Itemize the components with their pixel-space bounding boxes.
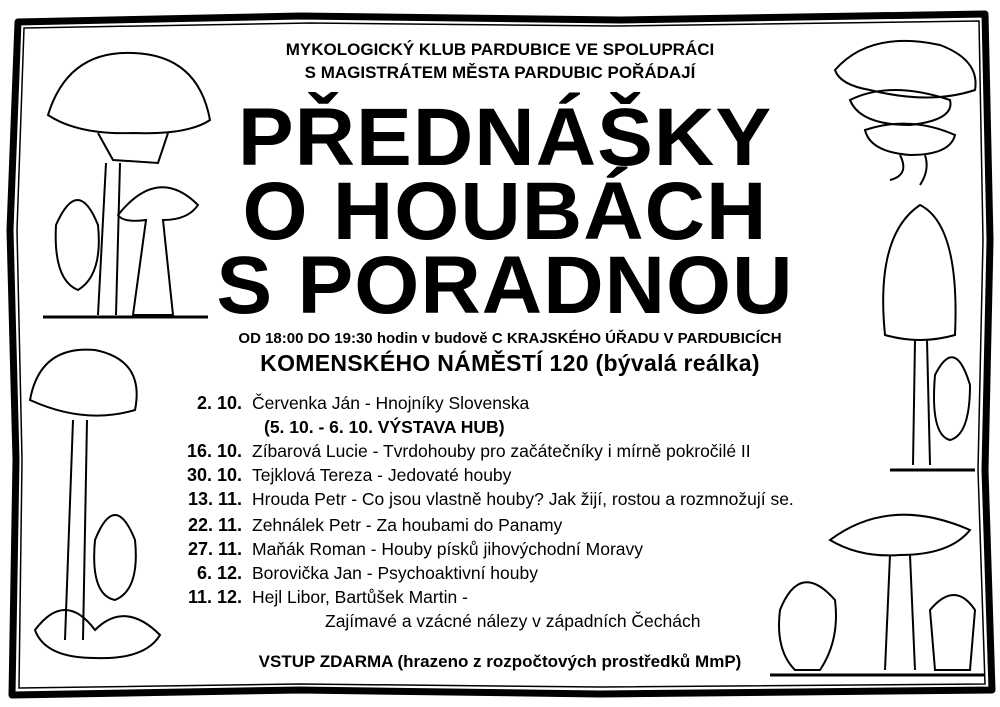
lecture-row — [172, 537, 812, 561]
address-line: KOMENSKÉHO NÁMĚSTÍ 120 (bývalá reálka) — [260, 350, 760, 376]
organizer-line-2: S MAGISTRÁTEM MĚSTA PARDUBIC POŘÁDAJÍ — [304, 63, 696, 82]
mushroom-illustration-bottom-left — [25, 340, 175, 670]
lecture-text: Borovička Jan - Psychoaktivní houby — [252, 563, 538, 583]
lecture-date: 27. 11. — [187, 539, 242, 559]
lecture-row — [172, 391, 812, 415]
lecture-row — [172, 439, 832, 463]
mushroom-illustration-top-right — [830, 30, 990, 190]
title-line-3: S PORADNOU — [216, 240, 794, 331]
lecture-row — [172, 513, 812, 537]
lecture-date: 11. 12. — [187, 587, 242, 607]
lecture-date: 2. 10. — [196, 393, 242, 413]
lecture-date: 6. 12. — [196, 563, 242, 583]
exhibition-line: (5. 10. - 6. 10. VÝSTAVA HUB) — [264, 417, 505, 437]
lecture-text-continuation: Zajímavé a vzácné nálezy v západních Čechách — [325, 611, 701, 631]
lecture-row — [172, 561, 812, 585]
title-line-1: PŘEDNÁŠKY — [237, 92, 773, 183]
admission-note: VSTUP ZDARMA (hrazeno z rozpočtových prostředků MmP) — [258, 652, 742, 671]
lecture-text: Hrouda Petr - Co jsou vlastně houby? Jak žijí, rostou a rozmnožují se. — [252, 489, 794, 509]
lecture-row — [172, 487, 872, 511]
mushroom-illustration-right-middle — [875, 195, 985, 480]
lecture-text: Zíbarová Lucie - Tvrdohouby pro začátečníky i mírně pokročilé II — [252, 441, 751, 461]
lecture-text: Maňák Roman - Houby písků jihovýchodní Moravy — [252, 539, 644, 559]
lecture-date: 30. 10. — [186, 465, 242, 485]
lecture-date: 22. 11. — [187, 515, 242, 535]
lecture-date: 16. 10. — [186, 441, 242, 461]
lecture-text: Červenka Ján - Hnojníky Slovenska — [252, 393, 530, 413]
lecture-text: Hejl Libor, Bartůšek Martin - — [252, 587, 468, 607]
organizer-line-1: MYKOLOGICKÝ KLUB PARDUBICE VE SPOLUPRÁCI — [285, 40, 715, 59]
lecture-row — [172, 463, 812, 487]
lecture-date: 13. 11. — [187, 489, 242, 509]
title-line-2: O HOUBÁCH — [242, 166, 768, 257]
lecture-text: Tejklová Tereza - Jedovaté houby — [252, 465, 512, 485]
lecture-row — [172, 585, 812, 609]
venue-line: OD 18:00 DO 19:30 hodin v budově C KRAJSKÉHO ÚŘADU V PARDUBICÍCH — [238, 330, 782, 347]
lecture-text: Zehnálek Petr - Za houbami do Panamy — [252, 515, 563, 535]
